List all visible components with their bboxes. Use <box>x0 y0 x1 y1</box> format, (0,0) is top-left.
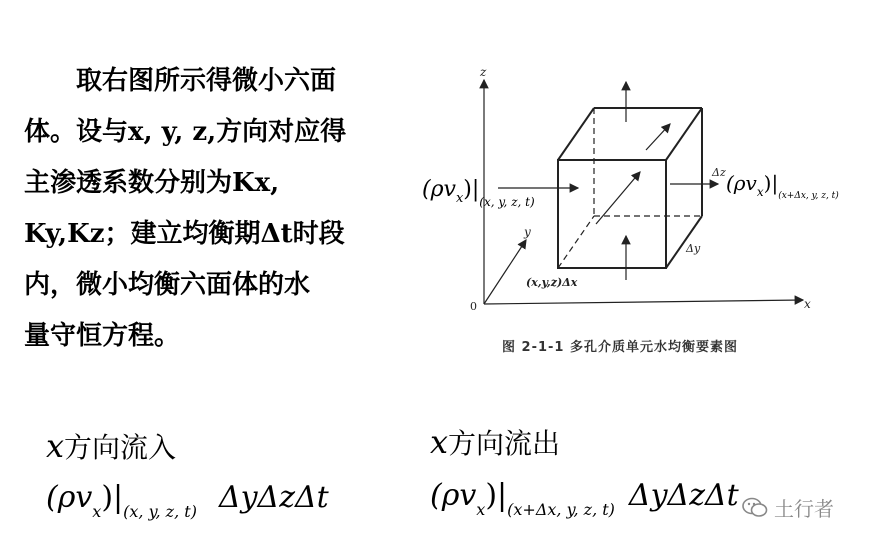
inflow-args: (x, y, z, t) <box>123 502 197 521</box>
z-label: z <box>480 65 487 79</box>
cube-diagram <box>418 52 873 367</box>
outflow-title-text: 方向流出 <box>448 427 561 460</box>
inflow-rho: (ρv <box>46 480 93 515</box>
inflow-formula <box>46 480 329 521</box>
outflow-args: (x+Δx, y, z, t) <box>507 500 615 519</box>
paragraph-line: 取右图所示得微小六面 <box>76 66 337 96</box>
watermark <box>742 493 834 522</box>
inflow-title-text: 方向流入 <box>64 431 177 464</box>
fig-outflow-rho: (ρv <box>726 171 757 195</box>
watermark-text: 土行者 <box>774 497 834 521</box>
x-axis <box>484 300 803 304</box>
outflow-tail: ΔyΔzΔt <box>628 478 739 513</box>
description-paragraph <box>24 56 424 362</box>
paragraph-line: 量守恒方程。 <box>24 321 181 351</box>
figure-caption: 图 2-1-1 多孔介质单元水均衡要素图 <box>502 340 738 355</box>
fig-outflow-close: )| <box>763 171 779 195</box>
inflow-close: )| <box>101 480 124 515</box>
inflow-sub: x <box>92 502 102 521</box>
y-label: y <box>524 225 531 239</box>
paragraph-line: 体。设与x, y, z,方向对应得 <box>24 117 347 147</box>
outflow-sub: x <box>476 500 486 519</box>
inflow-var: x <box>46 427 65 465</box>
cube-front-face <box>558 160 666 268</box>
outflow-var: x <box>430 423 449 461</box>
outflow-rho: (ρv <box>430 478 477 513</box>
corner-label: (x,y,z)Δx <box>526 276 578 289</box>
svg-text:(ρvx)|(x+Δx, y, z, t) <box>726 171 839 201</box>
delta-z-label: Δz <box>712 166 726 179</box>
origin-label: 0 <box>470 300 477 313</box>
delta-y-label: Δy <box>686 242 701 255</box>
diag-arrow-1 <box>646 124 670 150</box>
fig-outflow-sub: x <box>756 185 764 199</box>
outflow-close: )| <box>485 478 508 513</box>
paragraph-line: Ky,Kz；建立均衡期Δt时段 <box>24 219 345 249</box>
fig-outflow-args: (x+Δx, y, z, t) <box>778 191 839 201</box>
fig-inflow-close: )| <box>463 177 480 202</box>
x-label: x <box>804 297 811 311</box>
inflow-tail: ΔyΔzΔt <box>218 480 329 515</box>
svg-text:(ρvx)|(x, y, z, t) <box>422 177 535 209</box>
outflow-formula <box>430 478 739 519</box>
wechat-icon <box>742 497 768 519</box>
inflow-title <box>46 426 176 466</box>
fig-inflow-rho: (ρv <box>422 177 456 202</box>
fig-inflow-sub: x <box>455 191 464 206</box>
paragraph-line: 内，微小均衡六面体的水 <box>24 270 311 300</box>
y-axis <box>484 240 526 304</box>
fig-inflow-args: (x, y, z, t) <box>479 195 535 209</box>
paragraph-line: 主渗透系数分别为Kx, <box>24 168 280 198</box>
outflow-title <box>430 422 560 462</box>
